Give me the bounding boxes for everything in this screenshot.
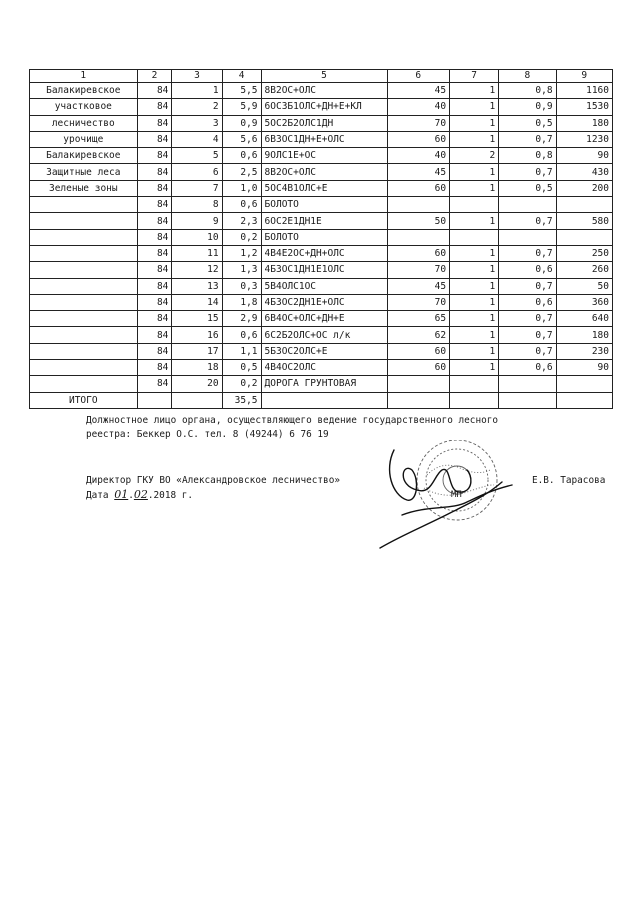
stock-cell: 90	[556, 148, 612, 164]
composition-cell: 5ОС2Б2ОЛС1ДН	[261, 115, 387, 131]
locality-cell	[30, 229, 138, 245]
plot-cell: 17	[172, 343, 222, 359]
table-row	[30, 278, 613, 294]
age-cell: 65	[387, 311, 450, 327]
quarter-cell: 84	[137, 99, 172, 115]
locality-cell	[30, 343, 138, 359]
density-cell: 0,6	[499, 294, 556, 310]
column-header-3: 3	[172, 70, 222, 83]
locality-cell: Зеленые зоны	[30, 180, 138, 196]
plot-cell: 2	[172, 99, 222, 115]
composition-cell: 4В4ОС2ОЛС	[261, 360, 387, 376]
composition-cell: 8В2ОС+ОЛС	[261, 164, 387, 180]
class-cell: 1	[450, 99, 499, 115]
locality-cell: Защитные леса	[30, 164, 138, 180]
stock-cell: 1160	[556, 83, 612, 99]
plot-cell: 12	[172, 262, 222, 278]
quarter-cell: 84	[137, 229, 172, 245]
plot-cell: 18	[172, 360, 222, 376]
quarter-cell: 84	[137, 180, 172, 196]
table-row	[30, 131, 613, 147]
column-header-1: 1	[30, 70, 138, 83]
stock-cell	[556, 376, 612, 392]
age-cell: 45	[387, 278, 450, 294]
table-row	[30, 148, 613, 164]
composition-cell: ДОРОГА ГРУНТОВАЯ	[261, 376, 387, 392]
class-cell	[450, 197, 499, 213]
date-month-handwritten: 02	[133, 488, 148, 501]
quarter-cell: 84	[137, 83, 172, 99]
table-row	[30, 343, 613, 359]
stock-cell: 50	[556, 278, 612, 294]
total-empty-cell	[137, 392, 172, 408]
composition-cell: 6С2Б2ОЛС+ОС л/к	[261, 327, 387, 343]
area-cell: 0,6	[222, 197, 261, 213]
area-cell: 2,5	[222, 164, 261, 180]
signature-icon	[372, 440, 532, 550]
density-cell: 0,7	[499, 343, 556, 359]
stock-cell: 250	[556, 245, 612, 261]
age-cell: 40	[387, 99, 450, 115]
area-cell: 0,9	[222, 115, 261, 131]
quarter-cell: 84	[137, 197, 172, 213]
table-row	[30, 360, 613, 376]
quarter-cell: 84	[137, 327, 172, 343]
class-cell	[450, 229, 499, 245]
table-row	[30, 311, 613, 327]
table-row	[30, 229, 613, 245]
class-cell: 1	[450, 131, 499, 147]
area-cell: 5,6	[222, 131, 261, 147]
composition-cell: 4Б3ОС2ДН1Е+ОЛС	[261, 294, 387, 310]
density-cell: 0,6	[499, 262, 556, 278]
class-cell: 1	[450, 278, 499, 294]
area-cell: 5,9	[222, 99, 261, 115]
table-row	[30, 294, 613, 310]
total-label: ИТОГО	[30, 392, 138, 408]
registry-official-line-2: реестра: Беккер О.С. тел. 8 (49244) 6 76 19	[86, 429, 329, 440]
plot-cell: 5	[172, 148, 222, 164]
column-header-4: 4	[222, 70, 261, 83]
area-cell: 2,3	[222, 213, 261, 229]
density-cell: 0,7	[499, 278, 556, 294]
date-line: Дата 01.02.2018 г.	[86, 488, 194, 501]
plot-cell: 20	[172, 376, 222, 392]
plot-cell: 6	[172, 164, 222, 180]
age-cell: 50	[387, 213, 450, 229]
column-header-6: 6	[387, 70, 450, 83]
density-cell: 0,5	[499, 115, 556, 131]
column-header-8: 8	[499, 70, 556, 83]
area-cell: 0,6	[222, 148, 261, 164]
plot-cell: 14	[172, 294, 222, 310]
density-cell: 0,7	[499, 327, 556, 343]
total-empty-cell	[556, 392, 612, 408]
stock-cell: 430	[556, 164, 612, 180]
locality-cell	[30, 360, 138, 376]
stock-cell: 230	[556, 343, 612, 359]
composition-cell: 5В4ОЛС1ОС	[261, 278, 387, 294]
stock-cell: 200	[556, 180, 612, 196]
director-title: Директор ГКУ ВО «Александровское лесничество»	[86, 475, 340, 486]
age-cell: 60	[387, 360, 450, 376]
age-cell: 45	[387, 83, 450, 99]
density-cell	[499, 229, 556, 245]
class-cell: 2	[450, 148, 499, 164]
area-cell: 1,8	[222, 294, 261, 310]
locality-cell	[30, 278, 138, 294]
area-cell: 0,2	[222, 376, 261, 392]
registry-official-line-1: Должностное лицо органа, осуществляющего ведение государственного лесного	[86, 415, 499, 426]
director-name: Е.В. Тарасова	[532, 475, 606, 486]
quarter-cell: 84	[137, 115, 172, 131]
locality-cell	[30, 197, 138, 213]
table-row	[30, 164, 613, 180]
class-cell: 1	[450, 115, 499, 131]
column-header-7: 7	[450, 70, 499, 83]
locality-cell	[30, 311, 138, 327]
quarter-cell: 84	[137, 148, 172, 164]
plot-cell: 10	[172, 229, 222, 245]
density-cell: 0,6	[499, 360, 556, 376]
density-cell	[499, 376, 556, 392]
table-body	[30, 83, 613, 409]
class-cell	[450, 376, 499, 392]
area-cell: 0,2	[222, 229, 261, 245]
column-header-5: 5	[261, 70, 387, 83]
table-row	[30, 213, 613, 229]
column-header-2: 2	[137, 70, 172, 83]
age-cell	[387, 229, 450, 245]
density-cell: 0,7	[499, 213, 556, 229]
locality-cell: Балакиревское	[30, 83, 138, 99]
stock-cell: 260	[556, 262, 612, 278]
plot-cell: 7	[172, 180, 222, 196]
stock-cell: 580	[556, 213, 612, 229]
director-block	[86, 474, 340, 503]
age-cell: 60	[387, 343, 450, 359]
stock-cell: 180	[556, 115, 612, 131]
date-suffix: .2018 г.	[147, 490, 194, 501]
area-cell: 1,3	[222, 262, 261, 278]
quarter-cell: 84	[137, 376, 172, 392]
composition-cell: 4Б3ОС1ДН1Е1ОЛС	[261, 262, 387, 278]
table-row	[30, 262, 613, 278]
class-cell: 1	[450, 83, 499, 99]
table-row	[30, 197, 613, 213]
date-prefix: Дата	[86, 490, 109, 501]
age-cell	[387, 197, 450, 213]
area-cell: 0,5	[222, 360, 261, 376]
class-cell: 1	[450, 311, 499, 327]
stock-cell	[556, 197, 612, 213]
density-cell: 0,7	[499, 245, 556, 261]
plot-cell: 3	[172, 115, 222, 131]
age-cell: 62	[387, 327, 450, 343]
area-cell: 5,5	[222, 83, 261, 99]
composition-cell: 6ОС2Е1ДН1Е	[261, 213, 387, 229]
class-cell: 1	[450, 343, 499, 359]
class-cell: 1	[450, 360, 499, 376]
density-cell: 0,7	[499, 131, 556, 147]
age-cell: 60	[387, 245, 450, 261]
class-cell: 1	[450, 164, 499, 180]
plot-cell: 8	[172, 197, 222, 213]
stock-cell: 1530	[556, 99, 612, 115]
composition-cell: 6В4ОС+ОЛС+ДН+Е	[261, 311, 387, 327]
plot-cell: 1	[172, 83, 222, 99]
density-cell: 0,7	[499, 164, 556, 180]
density-cell: 0,9	[499, 99, 556, 115]
stock-cell: 1230	[556, 131, 612, 147]
age-cell: 40	[387, 148, 450, 164]
table-row	[30, 327, 613, 343]
plot-cell: 16	[172, 327, 222, 343]
age-cell: 45	[387, 164, 450, 180]
table-row	[30, 99, 613, 115]
composition-cell: 5Б3ОС2ОЛС+Е	[261, 343, 387, 359]
locality-cell	[30, 262, 138, 278]
area-cell: 2,9	[222, 311, 261, 327]
age-cell: 70	[387, 294, 450, 310]
table-header	[30, 70, 613, 83]
area-cell: 1,0	[222, 180, 261, 196]
composition-cell: 4В4Е2ОС+ДН+ОЛС	[261, 245, 387, 261]
composition-cell: 6ОС3Б1ОЛС+ДН+Е+КЛ	[261, 99, 387, 115]
date-day-handwritten: 01	[114, 488, 129, 501]
total-empty-cell	[261, 392, 387, 408]
class-cell: 1	[450, 294, 499, 310]
stamp-label: МП	[451, 490, 462, 500]
total-row	[30, 392, 613, 408]
quarter-cell: 84	[137, 164, 172, 180]
locality-cell: урочище	[30, 131, 138, 147]
quarter-cell: 84	[137, 245, 172, 261]
plot-cell: 4	[172, 131, 222, 147]
composition-cell: 5ОС4В1ОЛС+Е	[261, 180, 387, 196]
table-row	[30, 376, 613, 392]
class-cell: 1	[450, 245, 499, 261]
total-empty-cell	[450, 392, 499, 408]
area-cell: 1,1	[222, 343, 261, 359]
composition-cell: БОЛОТО	[261, 229, 387, 245]
composition-cell: 9ОЛС1Е+ОС	[261, 148, 387, 164]
age-cell	[387, 376, 450, 392]
density-cell: 0,8	[499, 83, 556, 99]
stock-cell: 180	[556, 327, 612, 343]
column-header-9: 9	[556, 70, 612, 83]
composition-cell: 6В3ОС1ДН+Е+ОЛС	[261, 131, 387, 147]
registry-official-block	[86, 414, 498, 442]
density-cell	[499, 197, 556, 213]
total-area: 35,5	[222, 392, 261, 408]
locality-cell: лесничество	[30, 115, 138, 131]
table-row	[30, 83, 613, 99]
density-cell: 0,5	[499, 180, 556, 196]
age-cell: 70	[387, 115, 450, 131]
forest-register-table	[29, 69, 613, 409]
class-cell: 1	[450, 213, 499, 229]
class-cell: 1	[450, 180, 499, 196]
class-cell: 1	[450, 327, 499, 343]
plot-cell: 13	[172, 278, 222, 294]
quarter-cell: 84	[137, 262, 172, 278]
stock-cell: 640	[556, 311, 612, 327]
locality-cell	[30, 213, 138, 229]
quarter-cell: 84	[137, 131, 172, 147]
stock-cell: 360	[556, 294, 612, 310]
area-cell: 1,2	[222, 245, 261, 261]
locality-cell	[30, 245, 138, 261]
locality-cell	[30, 294, 138, 310]
quarter-cell: 84	[137, 311, 172, 327]
area-cell: 0,3	[222, 278, 261, 294]
table-row	[30, 180, 613, 196]
total-empty-cell	[387, 392, 450, 408]
class-cell: 1	[450, 262, 499, 278]
composition-cell: БОЛОТО	[261, 197, 387, 213]
plot-cell: 9	[172, 213, 222, 229]
total-empty-cell	[172, 392, 222, 408]
quarter-cell: 84	[137, 294, 172, 310]
stock-cell	[556, 229, 612, 245]
composition-cell: 8В2ОС+ОЛС	[261, 83, 387, 99]
total-empty-cell	[499, 392, 556, 408]
quarter-cell: 84	[137, 278, 172, 294]
density-cell: 0,8	[499, 148, 556, 164]
quarter-cell: 84	[137, 213, 172, 229]
age-cell: 60	[387, 131, 450, 147]
stock-cell: 90	[556, 360, 612, 376]
plot-cell: 15	[172, 311, 222, 327]
stamp-and-signature	[372, 440, 532, 550]
quarter-cell: 84	[137, 360, 172, 376]
age-cell: 70	[387, 262, 450, 278]
quarter-cell: 84	[137, 343, 172, 359]
table-row	[30, 115, 613, 131]
area-cell: 0,6	[222, 327, 261, 343]
table-row	[30, 245, 613, 261]
age-cell: 60	[387, 180, 450, 196]
plot-cell: 11	[172, 245, 222, 261]
locality-cell	[30, 327, 138, 343]
locality-cell: Балакиревское	[30, 148, 138, 164]
locality-cell: участковое	[30, 99, 138, 115]
locality-cell	[30, 376, 138, 392]
density-cell: 0,7	[499, 311, 556, 327]
